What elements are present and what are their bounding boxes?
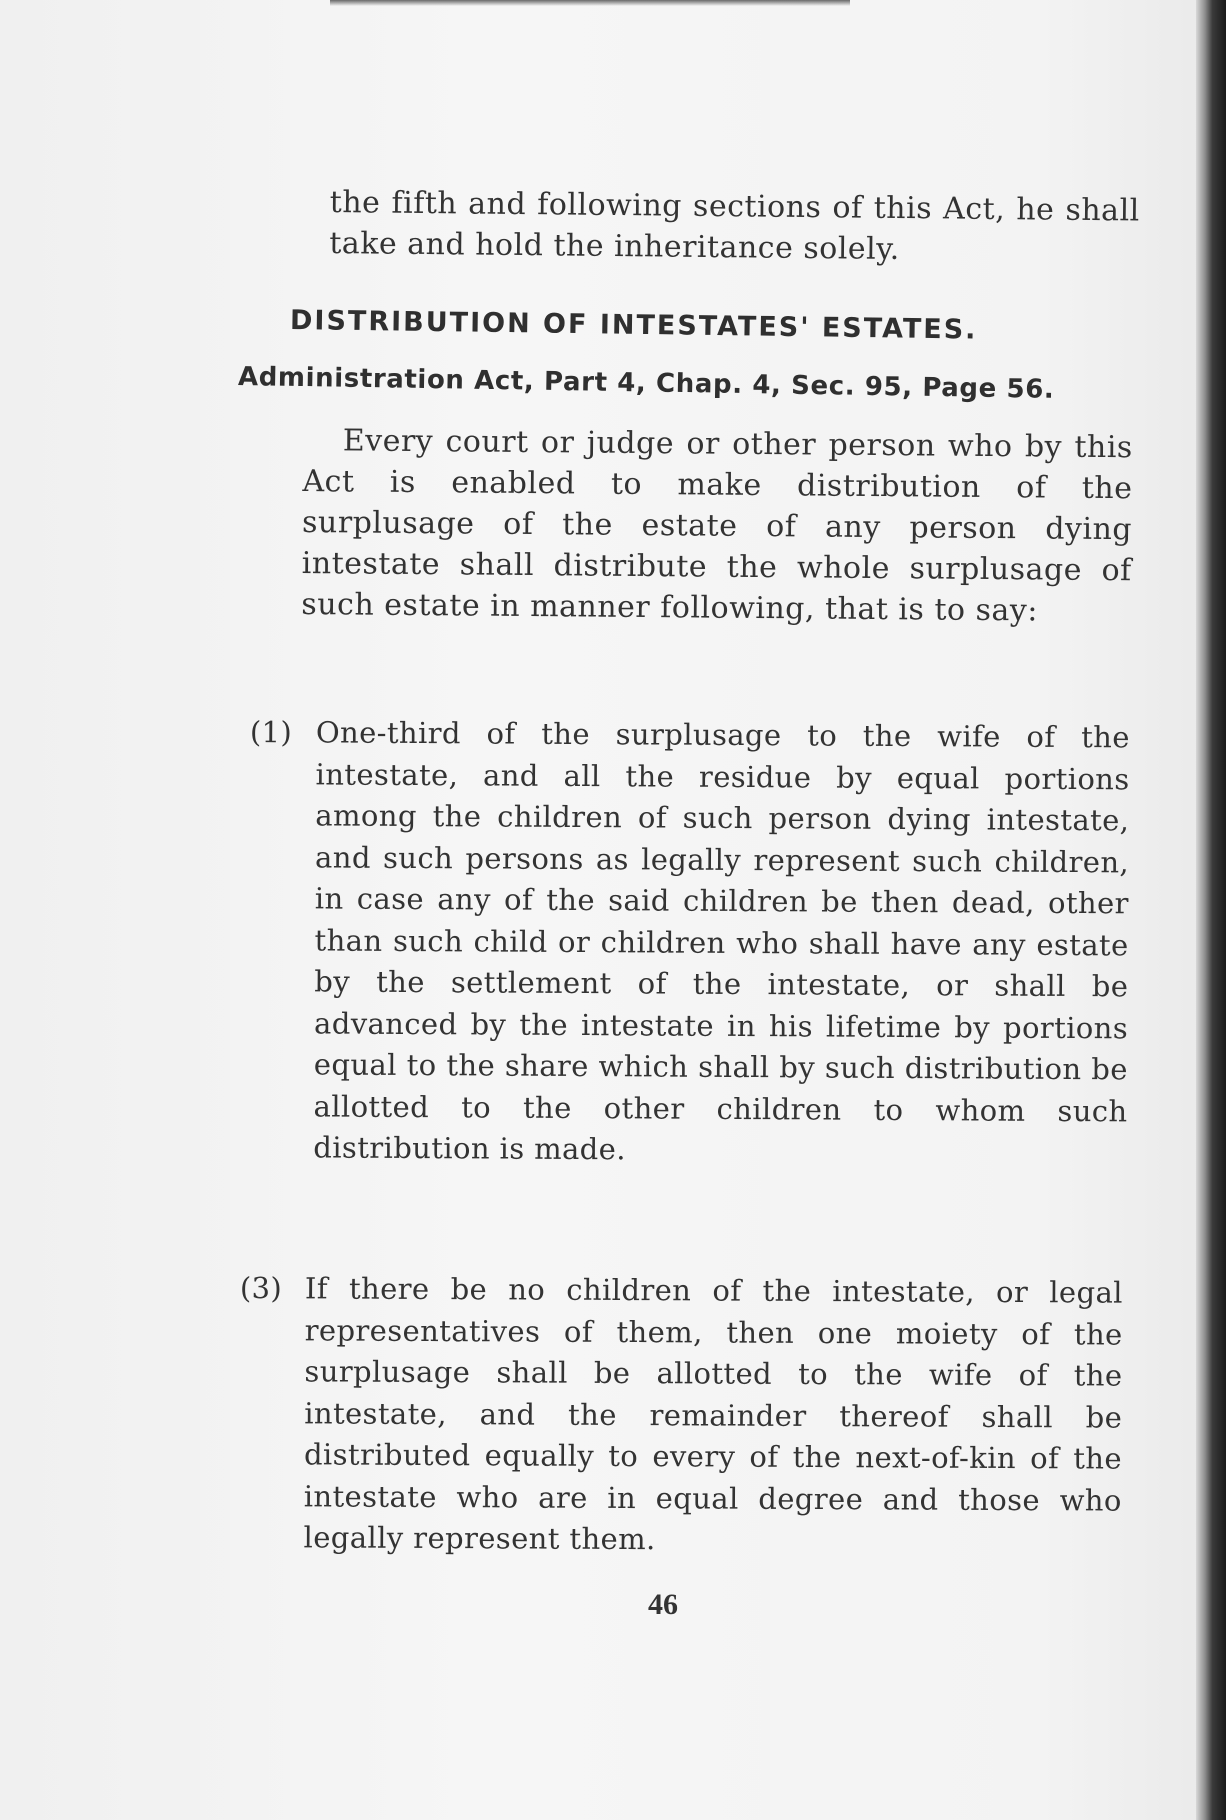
list-item-number: (3) [239, 1271, 283, 1306]
page-right-edge-shadow [1196, 0, 1226, 1820]
list-item-number: (1) [249, 714, 293, 750]
list-item [238, 1268, 1125, 1573]
list-item [247, 712, 1130, 1237]
page-number: 46 [648, 1588, 678, 1621]
list-item-text: If there be no children of the intestate, or legal representatives of them, then one moiety of the surplusage shall be allotted to the wife of the intestate, and the remainder thereof shall be distributed equally to every of the next-of-kin of the intestate who are in equal degree and those who legally represent them. [303, 1271, 1123, 1557]
main-paragraph: Every court or judge or other person who by this Act is enabled to make distribution of the surplusage of the estate of any person dying intestate shall distribute the whole surplusage of such estate in manner following, that is to say: [301, 423, 1133, 629]
section-subheading: Administration Act, Part 4, Chap. 4, Sec. 95, Page 56. [237, 362, 1055, 405]
section-heading: DISTRIBUTION OF INTESTATES' ESTATES. [289, 305, 978, 346]
list-item-text: One-third of the surplusage to the wife of the intestate, and all the residue by equal portions among the children of such person dying intestate, and such persons as legally represent such children, in case any of the said children be then dead, other than such child or children who shall have any estate by the settlement of the intestate, or shall be advanced by the intestate in his lifetime by portions equal to the share which shall by such distribution be allotted to the other children to whom such distribution is made. [313, 715, 1130, 1167]
intro-paragraph: the fifth and following sections of this Act, he shall take and hold the inheritance solely. [329, 184, 1140, 267]
page-top-edge-shadow [330, 0, 850, 6]
